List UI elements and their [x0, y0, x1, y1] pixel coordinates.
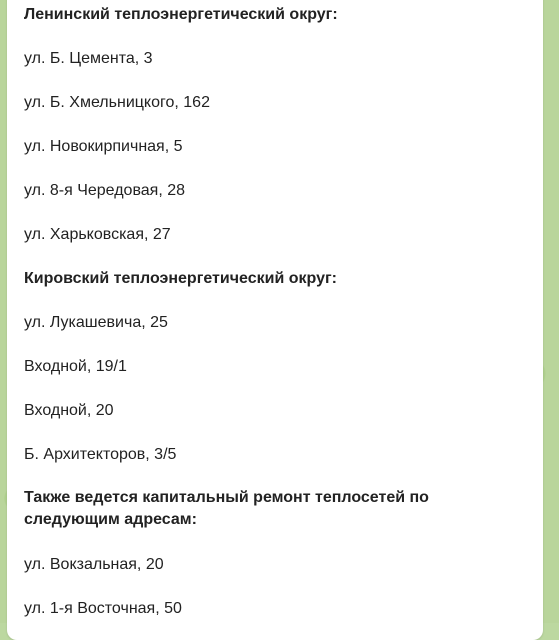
- heading-capital-repair: Также ведется капитальный ремонт теплосетей по следующим адресам:: [24, 489, 429, 528]
- address-line: ул. Б. Хмельницкого, 162: [24, 94, 210, 111]
- address-line: ул. 1-я Восточная, 50: [24, 600, 182, 617]
- address-line: Входной, 20: [24, 402, 114, 419]
- address-line: Б. Архитекторов, 3/5: [24, 446, 177, 463]
- address-line: ул. Б. Цемента, 3: [24, 50, 153, 67]
- address-line: ул. 8-я Чередовая, 28: [24, 182, 186, 199]
- address-line: ул. Новокирпичная, 5: [24, 138, 183, 155]
- address-line: Входной, 19/1: [24, 358, 127, 375]
- address-line: ул. Лукашевича, 25: [24, 314, 168, 331]
- heading-kirovsky-district: Кировский теплоэнергетический округ:: [24, 270, 337, 287]
- address-line: ул. Харьковская, 27: [24, 226, 171, 243]
- address-line: ул. Вокзальная, 20: [24, 556, 164, 573]
- heading-leninsky-district: Ленинский теплоэнергетический округ:: [24, 6, 338, 23]
